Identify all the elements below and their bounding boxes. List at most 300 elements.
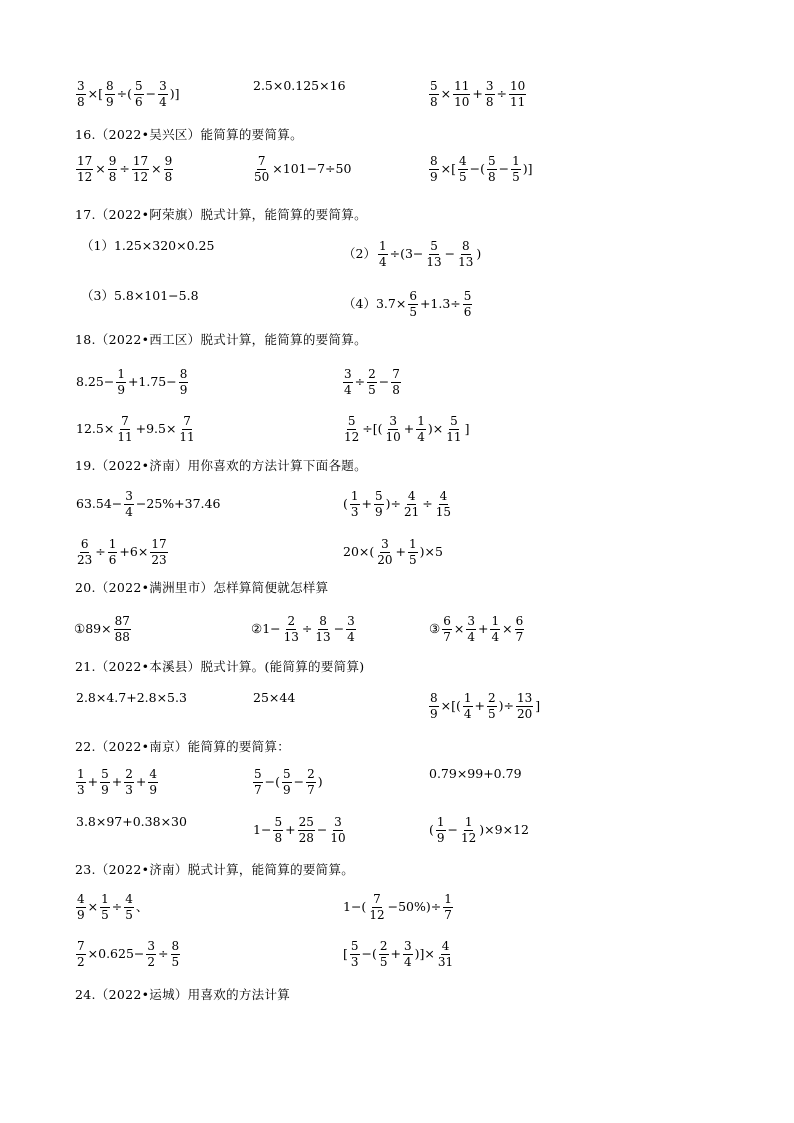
numerator: 1 xyxy=(463,691,472,705)
expression-text: （3）5.8×101−5.8 xyxy=(81,288,199,303)
expression-text: 2.8×4.7+2.8×5.3 xyxy=(76,690,187,705)
numerator: 4 xyxy=(149,767,158,781)
expression-text: 1−( xyxy=(343,898,367,914)
expression-text: ÷(3− xyxy=(389,245,424,261)
expression-text: −( xyxy=(264,773,280,789)
fraction xyxy=(76,155,93,183)
fraction xyxy=(100,768,110,796)
math-expression xyxy=(75,490,221,518)
fraction xyxy=(378,240,388,268)
denominator: 9 xyxy=(430,169,438,184)
numerator: 4 xyxy=(459,154,467,168)
fraction xyxy=(150,538,167,566)
expression-text: + xyxy=(474,697,485,713)
fraction xyxy=(453,80,470,108)
fraction xyxy=(385,415,402,443)
math-expression xyxy=(75,816,188,829)
expression-text: +6× xyxy=(119,543,149,559)
expression-text: −50%)÷ xyxy=(387,898,442,914)
fraction xyxy=(350,490,360,518)
expression-text: 、 xyxy=(135,898,149,914)
numerator: 5 xyxy=(463,289,472,303)
numerator: 8 xyxy=(319,614,327,628)
expression-text: ) xyxy=(476,245,482,261)
numerator: 1 xyxy=(101,892,109,906)
expression-text: ÷ xyxy=(111,898,123,914)
denominator: 20 xyxy=(377,552,393,567)
numerator: 8 xyxy=(430,154,438,168)
denominator: 12 xyxy=(77,169,93,184)
expression-text: +1.75− xyxy=(127,373,177,389)
numerator: 8 xyxy=(430,691,438,705)
fraction xyxy=(134,80,144,108)
denominator: 9 xyxy=(283,782,291,797)
expression-text: ÷ xyxy=(354,373,366,389)
numerator: 1 xyxy=(409,537,417,551)
expression-text: − xyxy=(498,160,510,176)
expression-text: ÷ xyxy=(119,160,130,176)
numerator: 1 xyxy=(436,815,445,829)
math-expression xyxy=(80,290,200,303)
expression-text: ÷ xyxy=(301,620,313,636)
numerator: 2 xyxy=(307,767,315,781)
expression-text: )×5 xyxy=(419,543,443,559)
math-expression xyxy=(428,816,530,844)
denominator: 20 xyxy=(517,706,533,721)
expression-text: ×[ xyxy=(440,160,456,176)
numerator: 8 xyxy=(171,939,180,953)
expression-text: 2.5×0.125×16 xyxy=(253,78,346,93)
expression-text: )÷ xyxy=(385,495,402,511)
denominator: 5 xyxy=(512,169,520,184)
numerator: 4 xyxy=(407,489,416,503)
fraction xyxy=(179,368,189,396)
numerator: 4 xyxy=(77,892,85,906)
fraction xyxy=(408,538,418,566)
expression-text: 0.79×99+0.79 xyxy=(429,766,522,781)
math-expression xyxy=(75,155,174,183)
numerator: 3 xyxy=(344,367,352,381)
fraction xyxy=(298,816,315,844)
numerator: 87 xyxy=(114,614,130,628)
numerator: 6 xyxy=(515,614,524,628)
denominator: 50 xyxy=(254,169,270,184)
expression-text: + xyxy=(472,85,483,101)
problem-heading: 22.（2022•南京）能简算的要简算： xyxy=(75,739,291,754)
denominator: 3 xyxy=(77,782,85,797)
math-expression xyxy=(342,940,455,968)
numerator: 1 xyxy=(378,239,387,253)
denominator: 21 xyxy=(404,504,420,519)
expression-text: ×[( xyxy=(440,697,461,713)
denominator: 10 xyxy=(454,94,470,109)
expression-text: −25%+37.46 xyxy=(135,495,221,511)
numerator: 8 xyxy=(179,367,188,381)
math-expression xyxy=(428,615,525,643)
numerator: 5 xyxy=(430,239,438,253)
denominator: 8 xyxy=(108,169,117,184)
fraction xyxy=(273,816,283,844)
fraction xyxy=(116,368,126,396)
numerator: 1 xyxy=(350,489,359,503)
fraction xyxy=(164,155,174,183)
numerator: 17 xyxy=(132,154,149,168)
denominator: 5 xyxy=(379,954,388,969)
numerator: 5 xyxy=(254,767,262,781)
numerator: 9 xyxy=(164,154,173,168)
expression-text: − xyxy=(293,773,305,789)
denominator: 3 xyxy=(350,954,359,969)
denominator: 13 xyxy=(426,254,442,269)
numerator: 5 xyxy=(350,939,359,953)
denominator: 7 xyxy=(307,782,315,797)
fraction xyxy=(76,538,93,566)
fraction xyxy=(416,415,426,443)
fraction xyxy=(283,615,300,643)
fraction xyxy=(374,490,384,518)
fraction xyxy=(490,615,500,643)
numerator: 1 xyxy=(464,815,473,829)
denominator: 4 xyxy=(467,629,475,644)
math-expression xyxy=(250,615,357,643)
fraction xyxy=(376,538,393,566)
numerator: 1 xyxy=(108,537,117,551)
expression-text: 1− xyxy=(253,821,272,837)
denominator: 12 xyxy=(344,429,360,444)
fraction xyxy=(429,80,439,108)
numerator: 3 xyxy=(347,614,355,628)
expression-text: × xyxy=(95,160,106,176)
expression-text: 25×44 xyxy=(253,690,296,705)
fraction xyxy=(146,940,156,968)
math-expression xyxy=(252,816,348,844)
numerator: 8 xyxy=(461,239,470,253)
fraction xyxy=(350,940,360,968)
fraction xyxy=(148,768,158,796)
denominator: 9 xyxy=(179,382,188,397)
fraction xyxy=(253,155,270,183)
denominator: 7 xyxy=(444,907,452,922)
expression-text: − xyxy=(378,373,390,389)
denominator: 3 xyxy=(125,782,133,797)
fraction xyxy=(367,368,377,396)
fraction xyxy=(314,615,331,643)
expression-text: × xyxy=(502,620,513,636)
expression-text: ×0.625− xyxy=(87,945,145,961)
math-expression xyxy=(75,80,181,108)
expression-text: × xyxy=(87,898,99,914)
denominator: 9 xyxy=(436,830,445,845)
fraction xyxy=(343,415,360,443)
denominator: 5 xyxy=(409,304,417,319)
fraction xyxy=(76,768,86,796)
problem-heading: 16.（2022•吴兴区）能简算的要简算。 xyxy=(75,127,303,142)
numerator: 4 xyxy=(441,939,450,953)
denominator: 6 xyxy=(463,304,472,319)
fraction xyxy=(425,240,442,268)
fraction xyxy=(460,816,477,844)
numerator: 2 xyxy=(125,767,133,781)
expression-text: ÷( xyxy=(116,85,132,101)
denominator: 11 xyxy=(510,94,526,109)
numerator: 1 xyxy=(444,892,452,906)
math-expression xyxy=(342,368,402,396)
denominator: 4 xyxy=(463,706,472,721)
expression-text: × xyxy=(151,160,162,176)
denominator: 8 xyxy=(488,169,496,184)
numerator: 7 xyxy=(257,154,266,168)
math-expression xyxy=(428,768,523,781)
numerator: 3 xyxy=(381,537,389,551)
expression-text: ] xyxy=(535,697,541,713)
denominator: 5 xyxy=(488,706,496,721)
fraction xyxy=(466,615,476,643)
fraction xyxy=(442,615,452,643)
denominator: 5 xyxy=(171,954,180,969)
numerator: 3 xyxy=(77,79,85,93)
expression-text: ÷ xyxy=(496,85,508,101)
expression-text: ] xyxy=(464,420,470,436)
expression-text: − xyxy=(145,85,157,101)
denominator: 6 xyxy=(108,552,117,567)
fraction xyxy=(329,816,346,844)
numerator: 25 xyxy=(298,815,314,829)
expression-text: 3.8×97+0.38×30 xyxy=(76,814,187,829)
expression-text: （1）1.25×320×0.25 xyxy=(81,238,215,253)
expression-text: + xyxy=(135,773,147,789)
denominator: 10 xyxy=(330,830,346,845)
expression-text: × xyxy=(440,85,452,101)
denominator: 4 xyxy=(378,254,387,269)
expression-text: +1.3÷ xyxy=(419,295,461,311)
numerator: 5 xyxy=(283,767,291,781)
numerator: 7 xyxy=(373,892,381,906)
denominator: 5 xyxy=(459,169,467,184)
expression-text: )] xyxy=(522,160,533,176)
denominator: 8 xyxy=(164,169,173,184)
numerator: 5 xyxy=(135,79,143,93)
denominator: 9 xyxy=(375,504,383,519)
math-expression xyxy=(342,415,470,443)
fraction xyxy=(105,80,115,108)
denominator: 11 xyxy=(179,429,195,444)
numerator: 5 xyxy=(488,154,496,168)
expression-text: ÷[( xyxy=(362,420,383,436)
fraction xyxy=(408,290,418,318)
expression-text: − xyxy=(333,620,345,636)
expression-text: + xyxy=(111,773,123,789)
denominator: 8 xyxy=(274,830,283,845)
fraction xyxy=(429,692,439,720)
math-expression xyxy=(252,768,324,796)
expression-text: )× xyxy=(427,420,444,436)
denominator: 9 xyxy=(149,782,158,797)
fraction xyxy=(516,692,533,720)
denominator: 5 xyxy=(368,382,376,397)
denominator: 7 xyxy=(254,782,262,797)
numerator: 1 xyxy=(491,614,500,628)
numerator: 1 xyxy=(417,414,425,428)
denominator: 4 xyxy=(417,429,425,444)
math-expression xyxy=(428,692,541,720)
denominator: 3 xyxy=(350,504,359,519)
numerator: 9 xyxy=(108,154,117,168)
numerator: 2 xyxy=(488,691,496,705)
fraction xyxy=(436,816,446,844)
numerator: 7 xyxy=(392,367,400,381)
fraction xyxy=(171,940,181,968)
expression-text: × xyxy=(453,620,465,636)
fraction xyxy=(158,80,168,108)
fraction xyxy=(515,615,525,643)
math-expression xyxy=(252,155,352,183)
denominator: 4 xyxy=(159,94,167,109)
fraction xyxy=(437,940,454,968)
fraction xyxy=(76,80,86,108)
expression-text: )] xyxy=(169,85,180,101)
numerator: 1 xyxy=(512,154,520,168)
numerator: 5 xyxy=(347,414,356,428)
expression-text: + xyxy=(87,773,99,789)
fraction xyxy=(100,893,110,921)
expression-text: ①89× xyxy=(74,620,112,636)
numerator: 3 xyxy=(467,614,475,628)
fraction xyxy=(306,768,316,796)
denominator: 8 xyxy=(77,94,85,109)
problem-heading: 20.（2022•满洲里市）怎样算简便就怎样算 xyxy=(75,580,329,595)
numerator: 1 xyxy=(77,767,85,781)
fraction xyxy=(124,768,134,796)
denominator: 7 xyxy=(443,629,451,644)
denominator: 12 xyxy=(369,907,385,922)
fraction xyxy=(132,155,149,183)
fraction xyxy=(114,615,131,643)
numerator: 5 xyxy=(274,815,283,829)
denominator: 4 xyxy=(344,382,352,397)
numerator: 11 xyxy=(454,79,470,93)
denominator: 11 xyxy=(446,429,462,444)
numerator: 5 xyxy=(375,489,383,503)
expression-text: − xyxy=(444,245,456,261)
expression-text: ×[ xyxy=(87,85,103,101)
expression-text: ×101−7÷50 xyxy=(272,160,352,176)
denominator: 15 xyxy=(435,504,452,519)
denominator: 4 xyxy=(347,629,355,644)
numerator: 6 xyxy=(443,614,451,628)
fraction xyxy=(379,940,389,968)
numerator: 2 xyxy=(379,939,388,953)
problem-heading: 24.（2022•运城）用喜欢的方法计算 xyxy=(75,987,291,1002)
numerator: 4 xyxy=(125,892,133,906)
numerator: 3 xyxy=(404,939,412,953)
problem-heading: 21.（2022•本溪县）脱式计算。(能简算的要简算) xyxy=(75,659,365,674)
fraction xyxy=(403,490,420,518)
denominator: 5 xyxy=(101,907,109,922)
problem-heading: 18.（2022•西工区）脱式计算，能简算的要简算。 xyxy=(75,332,367,347)
expression-text: + xyxy=(395,543,407,559)
math-expression xyxy=(75,368,189,396)
fraction xyxy=(511,155,521,183)
fraction xyxy=(435,490,452,518)
math-expression xyxy=(75,415,197,443)
expression-text: 12.5× xyxy=(76,420,115,436)
fraction xyxy=(343,368,353,396)
fraction xyxy=(458,155,468,183)
denominator: 28 xyxy=(298,830,314,845)
math-expression xyxy=(80,240,215,253)
fraction xyxy=(487,692,497,720)
denominator: 8 xyxy=(485,94,494,109)
fraction xyxy=(463,290,473,318)
fraction xyxy=(509,80,526,108)
math-expression xyxy=(428,80,527,108)
math-expression xyxy=(75,768,159,796)
fraction xyxy=(116,415,133,443)
problem-heading: 19.（2022•济南）用你喜欢的方法计算下面各题。 xyxy=(75,458,367,473)
numerator: 6 xyxy=(409,289,417,303)
denominator: 13 xyxy=(315,629,331,644)
expression-text: )÷ xyxy=(498,697,514,713)
fraction xyxy=(76,940,86,968)
expression-text: 8.25− xyxy=(76,373,115,389)
numerator: 10 xyxy=(510,79,526,93)
numerator: 7 xyxy=(121,414,129,428)
numerator: 13 xyxy=(517,691,533,705)
expression-text: −( xyxy=(361,945,377,961)
fraction xyxy=(178,415,195,443)
denominator: 13 xyxy=(458,254,474,269)
denominator: 9 xyxy=(106,94,114,109)
expression-text: )]× xyxy=(414,945,435,961)
fraction xyxy=(124,893,134,921)
numerator: 2 xyxy=(368,367,376,381)
denominator: 23 xyxy=(151,552,167,567)
expression-text: − xyxy=(316,821,328,837)
denominator: 11 xyxy=(117,429,133,444)
expression-text: 20×( xyxy=(343,543,375,559)
expression-text: +9.5× xyxy=(135,420,177,436)
expression-text: ②1− xyxy=(251,620,281,636)
numerator: 3 xyxy=(334,815,342,829)
fraction xyxy=(108,155,118,183)
math-expression xyxy=(75,538,169,566)
fraction xyxy=(463,692,473,720)
fraction xyxy=(124,490,134,518)
numerator: 17 xyxy=(77,154,93,168)
fraction xyxy=(346,615,356,643)
fraction xyxy=(485,80,495,108)
math-expression xyxy=(342,538,444,566)
expression-text: 63.54− xyxy=(76,495,123,511)
numerator: 7 xyxy=(183,414,191,428)
denominator: 4 xyxy=(125,504,133,519)
expression-text: + xyxy=(390,945,402,961)
denominator: 5 xyxy=(409,552,417,567)
numerator: 17 xyxy=(151,537,167,551)
math-expression xyxy=(342,490,453,518)
denominator: 9 xyxy=(117,382,125,397)
fraction xyxy=(282,768,292,796)
fraction xyxy=(429,155,439,183)
numerator: 3 xyxy=(147,939,156,953)
expression-text: + xyxy=(285,821,296,837)
denominator: 10 xyxy=(385,429,401,444)
expression-text: （4）3.7× xyxy=(343,295,407,311)
numerator: 3 xyxy=(159,79,167,93)
fraction xyxy=(76,893,86,921)
expression-text: + xyxy=(361,495,373,511)
numerator: 6 xyxy=(80,537,89,551)
